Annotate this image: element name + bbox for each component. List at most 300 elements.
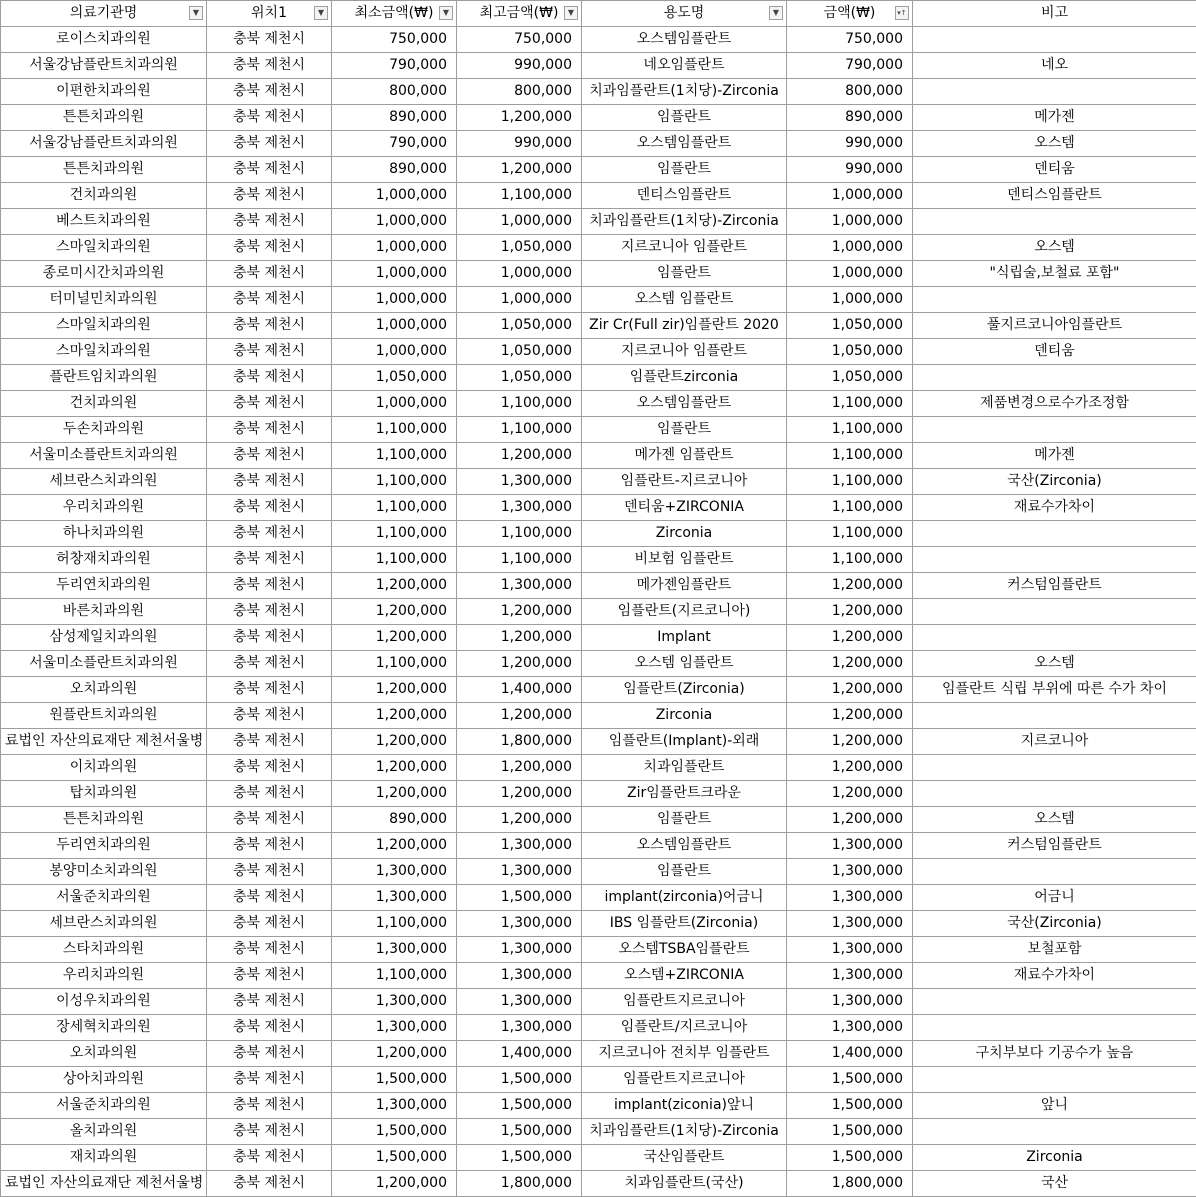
purpose-cell[interactable]: Zir Cr(Full zir)임플란트 2020 [582,313,787,339]
location-cell[interactable]: 충북 제천시 [207,157,332,183]
max-amount-cell[interactable]: 1,200,000 [457,105,582,131]
location-cell[interactable]: 충북 제천시 [207,495,332,521]
max-amount-cell[interactable]: 1,500,000 [457,885,582,911]
amount-cell[interactable]: 1,200,000 [787,573,913,599]
location-cell[interactable]: 충북 제천시 [207,313,332,339]
max-amount-cell[interactable]: 1,050,000 [457,235,582,261]
remarks-cell[interactable]: 임플란트 식립 부위에 따른 수가 차이 [913,677,1196,703]
amount-cell[interactable]: 1,200,000 [787,677,913,703]
institution-cell[interactable]: 스마일치과의원 [1,313,207,339]
institution-cell[interactable]: 건치과의원 [1,183,207,209]
min-amount-cell[interactable]: 1,000,000 [332,261,457,287]
min-amount-cell[interactable]: 1,300,000 [332,937,457,963]
purpose-cell[interactable]: 임플란트지르코니아 [582,1067,787,1093]
location-cell[interactable]: 충북 제천시 [207,859,332,885]
min-amount-cell[interactable]: 1,000,000 [332,183,457,209]
institution-cell[interactable]: 종로미시간치과의원 [1,261,207,287]
purpose-cell[interactable]: 덴티스임플란트 [582,183,787,209]
location-cell[interactable]: 충북 제천시 [207,703,332,729]
location-cell[interactable]: 충북 제천시 [207,651,332,677]
min-amount-cell[interactable]: 1,000,000 [332,235,457,261]
institution-cell[interactable]: 료법인 자산의료재단 제천서울병 [1,1171,207,1197]
institution-cell[interactable]: 스마일치과의원 [1,339,207,365]
purpose-cell[interactable]: Zirconia [582,521,787,547]
location-cell[interactable]: 충북 제천시 [207,1015,332,1041]
purpose-cell[interactable]: 네오임플란트 [582,53,787,79]
max-amount-cell[interactable]: 800,000 [457,79,582,105]
max-amount-cell[interactable]: 1,300,000 [457,859,582,885]
amount-cell[interactable]: 790,000 [787,53,913,79]
max-amount-cell[interactable]: 1,800,000 [457,1171,582,1197]
remarks-cell[interactable]: 메가젠 [913,443,1196,469]
institution-cell[interactable]: 세브란스치과의원 [1,911,207,937]
amount-cell[interactable]: 1,050,000 [787,339,913,365]
institution-cell[interactable]: 이편한치과의원 [1,79,207,105]
max-amount-cell[interactable]: 1,300,000 [457,469,582,495]
location-cell[interactable]: 충북 제천시 [207,599,332,625]
amount-cell[interactable]: 1,300,000 [787,989,913,1015]
max-amount-cell[interactable]: 1,050,000 [457,365,582,391]
remarks-cell[interactable]: 재료수가차이 [913,495,1196,521]
purpose-cell[interactable]: 임플란트 [582,261,787,287]
location-cell[interactable]: 충북 제천시 [207,807,332,833]
location-cell[interactable]: 충북 제천시 [207,469,332,495]
min-amount-cell[interactable]: 1,200,000 [332,703,457,729]
min-amount-cell[interactable]: 750,000 [332,27,457,53]
remarks-cell[interactable]: 구치부보다 기공수가 높음 [913,1041,1196,1067]
amount-cell[interactable]: 1,800,000 [787,1171,913,1197]
location-cell[interactable]: 충북 제천시 [207,79,332,105]
amount-cell[interactable]: 1,500,000 [787,1093,913,1119]
remarks-cell[interactable] [913,287,1196,313]
institution-cell[interactable]: 서울준치과의원 [1,885,207,911]
max-amount-cell[interactable]: 1,400,000 [457,1041,582,1067]
location-cell[interactable]: 충북 제천시 [207,105,332,131]
purpose-cell[interactable]: 메가젠임플란트 [582,573,787,599]
filter-dropdown-icon[interactable]: ▼ [189,6,203,20]
institution-cell[interactable]: 료법인 자산의료재단 제천서울병 [1,729,207,755]
max-amount-cell[interactable]: 1,300,000 [457,989,582,1015]
max-amount-cell[interactable]: 1,300,000 [457,963,582,989]
location-cell[interactable]: 충북 제천시 [207,417,332,443]
min-amount-cell[interactable]: 1,300,000 [332,1093,457,1119]
max-amount-cell[interactable]: 1,100,000 [457,391,582,417]
location-cell[interactable]: 충북 제천시 [207,963,332,989]
remarks-cell[interactable] [913,989,1196,1015]
min-amount-cell[interactable]: 1,500,000 [332,1067,457,1093]
min-amount-cell[interactable]: 1,000,000 [332,209,457,235]
remarks-cell[interactable]: "식립술,보철료 포함" [913,261,1196,287]
max-amount-cell[interactable]: 1,200,000 [457,599,582,625]
min-amount-cell[interactable]: 1,500,000 [332,1145,457,1171]
sort-filter-icon[interactable]: ▾↑ [895,6,909,20]
amount-cell[interactable]: 1,100,000 [787,443,913,469]
remarks-cell[interactable]: 메가젠 [913,105,1196,131]
location-cell[interactable]: 충북 제천시 [207,1067,332,1093]
amount-cell[interactable]: 1,300,000 [787,911,913,937]
filter-dropdown-icon[interactable]: ▼ [439,6,453,20]
filter-dropdown-icon[interactable]: ▼ [564,6,578,20]
min-amount-cell[interactable]: 1,300,000 [332,1015,457,1041]
purpose-cell[interactable]: 국산임플란트 [582,1145,787,1171]
max-amount-cell[interactable]: 1,300,000 [457,937,582,963]
purpose-cell[interactable]: 치과임플란트(1치당)-Zirconia [582,209,787,235]
purpose-cell[interactable]: 지르코니아 임플란트 [582,339,787,365]
max-amount-cell[interactable]: 990,000 [457,53,582,79]
location-cell[interactable]: 충북 제천시 [207,53,332,79]
amount-cell[interactable]: 1,500,000 [787,1067,913,1093]
location-cell[interactable]: 충북 제천시 [207,521,332,547]
max-amount-cell[interactable]: 1,100,000 [457,183,582,209]
institution-cell[interactable]: 서울미소플란트치과의원 [1,443,207,469]
remarks-cell[interactable] [913,27,1196,53]
purpose-cell[interactable]: 치과임플란트 [582,755,787,781]
location-cell[interactable]: 충북 제천시 [207,183,332,209]
purpose-cell[interactable]: implant(ziconia)앞니 [582,1093,787,1119]
location-cell[interactable]: 충북 제천시 [207,989,332,1015]
location-cell[interactable]: 충북 제천시 [207,1171,332,1197]
institution-cell[interactable]: 플란트임치과의원 [1,365,207,391]
min-amount-cell[interactable]: 790,000 [332,131,457,157]
min-amount-cell[interactable]: 1,500,000 [332,1119,457,1145]
location-cell[interactable]: 충북 제천시 [207,365,332,391]
min-amount-cell[interactable]: 1,300,000 [332,885,457,911]
min-amount-cell[interactable]: 1,300,000 [332,989,457,1015]
max-amount-cell[interactable]: 1,100,000 [457,417,582,443]
amount-cell[interactable]: 1,100,000 [787,547,913,573]
max-amount-cell[interactable]: 750,000 [457,27,582,53]
purpose-cell[interactable]: 비보험 임플란트 [582,547,787,573]
remarks-cell[interactable]: 풀지르코니아임플란트 [913,313,1196,339]
purpose-cell[interactable]: 오스템임플란트 [582,131,787,157]
location-cell[interactable]: 충북 제천시 [207,729,332,755]
purpose-cell[interactable]: 오스템 임플란트 [582,651,787,677]
max-amount-cell[interactable]: 1,050,000 [457,339,582,365]
purpose-cell[interactable]: Zir임플란트크라운 [582,781,787,807]
location-cell[interactable]: 충북 제천시 [207,547,332,573]
institution-cell[interactable]: 우리치과의원 [1,963,207,989]
remarks-cell[interactable]: 보철포함 [913,937,1196,963]
purpose-cell[interactable]: 지르코니아 전치부 임플란트 [582,1041,787,1067]
institution-cell[interactable]: 세브란스치과의원 [1,469,207,495]
max-amount-cell[interactable]: 990,000 [457,131,582,157]
min-amount-cell[interactable]: 790,000 [332,53,457,79]
institution-cell[interactable]: 오치과의원 [1,1041,207,1067]
institution-cell[interactable]: 삼성제일치과의원 [1,625,207,651]
max-amount-cell[interactable]: 1,500,000 [457,1067,582,1093]
purpose-cell[interactable]: 임플란트 [582,157,787,183]
institution-cell[interactable]: 서울미소플란트치과의원 [1,651,207,677]
max-amount-cell[interactable]: 1,000,000 [457,287,582,313]
location-cell[interactable]: 충북 제천시 [207,911,332,937]
remarks-cell[interactable] [913,599,1196,625]
location-cell[interactable]: 충북 제천시 [207,1093,332,1119]
min-amount-cell[interactable]: 1,200,000 [332,1041,457,1067]
min-amount-cell[interactable]: 890,000 [332,807,457,833]
location-cell[interactable]: 충북 제천시 [207,833,332,859]
purpose-cell[interactable]: 임플란트 [582,859,787,885]
amount-cell[interactable]: 1,200,000 [787,651,913,677]
min-amount-cell[interactable]: 1,100,000 [332,495,457,521]
amount-cell[interactable]: 1,200,000 [787,781,913,807]
location-cell[interactable]: 충북 제천시 [207,1119,332,1145]
max-amount-cell[interactable]: 1,500,000 [457,1093,582,1119]
location-cell[interactable]: 충북 제천시 [207,443,332,469]
remarks-cell[interactable] [913,547,1196,573]
amount-cell[interactable]: 1,300,000 [787,1015,913,1041]
institution-cell[interactable]: 허창재치과의원 [1,547,207,573]
purpose-cell[interactable]: 지르코니아 임플란트 [582,235,787,261]
amount-cell[interactable]: 1,000,000 [787,287,913,313]
amount-cell[interactable]: 1,200,000 [787,729,913,755]
location-cell[interactable]: 충북 제천시 [207,235,332,261]
purpose-cell[interactable]: IBS 임플란트(Zirconia) [582,911,787,937]
institution-cell[interactable]: 스타치과의원 [1,937,207,963]
institution-cell[interactable]: 스마일치과의원 [1,235,207,261]
remarks-cell[interactable] [913,1119,1196,1145]
max-amount-cell[interactable]: 1,200,000 [457,755,582,781]
purpose-cell[interactable]: 임플란트지르코니아 [582,989,787,1015]
remarks-cell[interactable] [913,1015,1196,1041]
location-cell[interactable]: 충북 제천시 [207,209,332,235]
remarks-cell[interactable]: 국산(Zirconia) [913,469,1196,495]
location-cell[interactable]: 충북 제천시 [207,781,332,807]
location-cell[interactable]: 충북 제천시 [207,573,332,599]
remarks-cell[interactable]: 네오 [913,53,1196,79]
institution-cell[interactable]: 재치과의원 [1,1145,207,1171]
institution-cell[interactable]: 바른치과의원 [1,599,207,625]
amount-cell[interactable]: 1,100,000 [787,417,913,443]
remarks-cell[interactable]: 덴티움 [913,339,1196,365]
min-amount-cell[interactable]: 1,000,000 [332,287,457,313]
max-amount-cell[interactable]: 1,500,000 [457,1119,582,1145]
purpose-cell[interactable]: 치과임플란트(1치당)-Zirconia [582,1119,787,1145]
amount-cell[interactable]: 1,050,000 [787,365,913,391]
min-amount-cell[interactable]: 1,200,000 [332,677,457,703]
filter-dropdown-icon[interactable]: ▼ [314,6,328,20]
institution-cell[interactable]: 서울강남플란트치과의원 [1,131,207,157]
remarks-cell[interactable] [913,703,1196,729]
location-cell[interactable]: 충북 제천시 [207,755,332,781]
remarks-cell[interactable]: 덴티움 [913,157,1196,183]
location-cell[interactable]: 충북 제천시 [207,339,332,365]
min-amount-cell[interactable]: 1,200,000 [332,781,457,807]
purpose-cell[interactable]: 오스템 임플란트 [582,287,787,313]
min-amount-cell[interactable]: 1,200,000 [332,755,457,781]
remarks-cell[interactable]: 지르코니아 [913,729,1196,755]
amount-cell[interactable]: 750,000 [787,27,913,53]
remarks-cell[interactable]: 오스템 [913,131,1196,157]
max-amount-cell[interactable]: 1,100,000 [457,521,582,547]
min-amount-cell[interactable]: 1,000,000 [332,339,457,365]
max-amount-cell[interactable]: 1,200,000 [457,703,582,729]
min-amount-cell[interactable]: 1,100,000 [332,469,457,495]
amount-cell[interactable]: 1,300,000 [787,963,913,989]
amount-cell[interactable]: 1,000,000 [787,235,913,261]
amount-cell[interactable]: 1,100,000 [787,391,913,417]
min-amount-cell[interactable]: 1,050,000 [332,365,457,391]
max-amount-cell[interactable]: 1,050,000 [457,313,582,339]
remarks-cell[interactable] [913,521,1196,547]
remarks-cell[interactable] [913,755,1196,781]
purpose-cell[interactable]: 메가젠 임플란트 [582,443,787,469]
institution-cell[interactable]: 장세혁치과의원 [1,1015,207,1041]
max-amount-cell[interactable]: 1,300,000 [457,833,582,859]
institution-cell[interactable]: 튼튼치과의원 [1,157,207,183]
remarks-cell[interactable]: 커스텀임플란트 [913,833,1196,859]
amount-cell[interactable]: 1,100,000 [787,521,913,547]
remarks-cell[interactable]: 재료수가차이 [913,963,1196,989]
max-amount-cell[interactable]: 1,200,000 [457,157,582,183]
amount-cell[interactable]: 800,000 [787,79,913,105]
institution-cell[interactable]: 두리연치과의원 [1,573,207,599]
max-amount-cell[interactable]: 1,200,000 [457,807,582,833]
amount-cell[interactable]: 1,300,000 [787,833,913,859]
max-amount-cell[interactable]: 1,100,000 [457,547,582,573]
min-amount-cell[interactable]: 1,100,000 [332,443,457,469]
purpose-cell[interactable]: 임플란트(지르코니아) [582,599,787,625]
min-amount-cell[interactable]: 1,000,000 [332,313,457,339]
institution-cell[interactable]: 봉양미소치과의원 [1,859,207,885]
min-amount-cell[interactable]: 1,000,000 [332,391,457,417]
remarks-cell[interactable]: 어금니 [913,885,1196,911]
location-cell[interactable]: 충북 제천시 [207,1041,332,1067]
amount-cell[interactable]: 1,200,000 [787,625,913,651]
institution-cell[interactable]: 두손치과의원 [1,417,207,443]
max-amount-cell[interactable]: 1,300,000 [457,573,582,599]
min-amount-cell[interactable]: 1,200,000 [332,625,457,651]
min-amount-cell[interactable]: 1,100,000 [332,651,457,677]
institution-cell[interactable]: 오치과의원 [1,677,207,703]
location-cell[interactable]: 충북 제천시 [207,131,332,157]
remarks-cell[interactable] [913,781,1196,807]
purpose-cell[interactable]: 임플란트(Implant)-외래 [582,729,787,755]
amount-cell[interactable]: 1,000,000 [787,261,913,287]
amount-cell[interactable]: 890,000 [787,105,913,131]
location-cell[interactable]: 충북 제천시 [207,625,332,651]
amount-cell[interactable]: 1,100,000 [787,495,913,521]
purpose-cell[interactable]: 임플란트zirconia [582,365,787,391]
remarks-cell[interactable]: 오스템 [913,651,1196,677]
max-amount-cell[interactable]: 1,800,000 [457,729,582,755]
remarks-cell[interactable]: 국산(Zirconia) [913,911,1196,937]
min-amount-cell[interactable]: 1,100,000 [332,521,457,547]
remarks-cell[interactable] [913,1067,1196,1093]
institution-cell[interactable]: 튼튼치과의원 [1,807,207,833]
remarks-cell[interactable] [913,79,1196,105]
location-cell[interactable]: 충북 제천시 [207,1145,332,1171]
max-amount-cell[interactable]: 1,300,000 [457,1015,582,1041]
min-amount-cell[interactable]: 1,200,000 [332,729,457,755]
min-amount-cell[interactable]: 1,200,000 [332,833,457,859]
purpose-cell[interactable]: 오스템임플란트 [582,27,787,53]
institution-cell[interactable]: 튼튼치과의원 [1,105,207,131]
min-amount-cell[interactable]: 1,100,000 [332,547,457,573]
min-amount-cell[interactable]: 1,200,000 [332,573,457,599]
purpose-cell[interactable]: implant(zirconia)어금니 [582,885,787,911]
remarks-cell[interactable]: 덴티스임플란트 [913,183,1196,209]
purpose-cell[interactable]: 치과임플란트(국산) [582,1171,787,1197]
institution-cell[interactable]: 서울준치과의원 [1,1093,207,1119]
institution-cell[interactable]: 두리연치과의원 [1,833,207,859]
min-amount-cell[interactable]: 1,200,000 [332,599,457,625]
remarks-cell[interactable]: 제품변경으로수가조정함 [913,391,1196,417]
purpose-cell[interactable]: 임플란트 [582,807,787,833]
min-amount-cell[interactable]: 1,200,000 [332,1171,457,1197]
min-amount-cell[interactable]: 890,000 [332,105,457,131]
purpose-cell[interactable]: 덴티움+ZIRCONIA [582,495,787,521]
remarks-cell[interactable]: Zirconia [913,1145,1196,1171]
institution-cell[interactable]: 하나치과의원 [1,521,207,547]
amount-cell[interactable]: 1,400,000 [787,1041,913,1067]
amount-cell[interactable]: 1,200,000 [787,755,913,781]
institution-cell[interactable]: 로이스치과의원 [1,27,207,53]
purpose-cell[interactable]: 오스템임플란트 [582,833,787,859]
remarks-cell[interactable]: 오스템 [913,807,1196,833]
purpose-cell[interactable]: Zirconia [582,703,787,729]
amount-cell[interactable]: 1,200,000 [787,807,913,833]
amount-cell[interactable]: 990,000 [787,131,913,157]
purpose-cell[interactable]: 임플란트/지르코니아 [582,1015,787,1041]
purpose-cell[interactable]: 치과임플란트(1치당)-Zirconia [582,79,787,105]
remarks-cell[interactable] [913,625,1196,651]
amount-cell[interactable]: 1,500,000 [787,1145,913,1171]
amount-cell[interactable]: 1,500,000 [787,1119,913,1145]
min-amount-cell[interactable]: 1,100,000 [332,911,457,937]
remarks-cell[interactable] [913,209,1196,235]
purpose-cell[interactable]: 임플란트 [582,105,787,131]
max-amount-cell[interactable]: 1,200,000 [457,625,582,651]
min-amount-cell[interactable]: 1,100,000 [332,963,457,989]
max-amount-cell[interactable]: 1,200,000 [457,443,582,469]
purpose-cell[interactable]: 오스템+ZIRCONIA [582,963,787,989]
institution-cell[interactable]: 터미널민치과의원 [1,287,207,313]
location-cell[interactable]: 충북 제천시 [207,391,332,417]
purpose-cell[interactable]: 오스템임플란트 [582,391,787,417]
amount-cell[interactable]: 1,300,000 [787,885,913,911]
remarks-cell[interactable] [913,417,1196,443]
institution-cell[interactable]: 베스트치과의원 [1,209,207,235]
amount-cell[interactable]: 1,000,000 [787,183,913,209]
min-amount-cell[interactable]: 800,000 [332,79,457,105]
purpose-cell[interactable]: 임플란트 [582,417,787,443]
purpose-cell[interactable]: 오스템TSBA임플란트 [582,937,787,963]
amount-cell[interactable]: 1,100,000 [787,469,913,495]
max-amount-cell[interactable]: 1,000,000 [457,209,582,235]
min-amount-cell[interactable]: 1,300,000 [332,859,457,885]
location-cell[interactable]: 충북 제천시 [207,261,332,287]
max-amount-cell[interactable]: 1,000,000 [457,261,582,287]
institution-cell[interactable]: 탑치과의원 [1,781,207,807]
amount-cell[interactable]: 1,300,000 [787,937,913,963]
amount-cell[interactable]: 1,200,000 [787,599,913,625]
institution-cell[interactable]: 서울강남플란트치과의원 [1,53,207,79]
remarks-cell[interactable]: 커스텀임플란트 [913,573,1196,599]
location-cell[interactable]: 충북 제천시 [207,937,332,963]
remarks-cell[interactable] [913,365,1196,391]
min-amount-cell[interactable]: 1,100,000 [332,417,457,443]
location-cell[interactable]: 충북 제천시 [207,27,332,53]
location-cell[interactable]: 충북 제천시 [207,885,332,911]
max-amount-cell[interactable]: 1,500,000 [457,1145,582,1171]
institution-cell[interactable]: 이치과의원 [1,755,207,781]
institution-cell[interactable]: 상아치과의원 [1,1067,207,1093]
amount-cell[interactable]: 1,300,000 [787,859,913,885]
max-amount-cell[interactable]: 1,200,000 [457,781,582,807]
institution-cell[interactable]: 이성우치과의원 [1,989,207,1015]
max-amount-cell[interactable]: 1,200,000 [457,651,582,677]
max-amount-cell[interactable]: 1,400,000 [457,677,582,703]
